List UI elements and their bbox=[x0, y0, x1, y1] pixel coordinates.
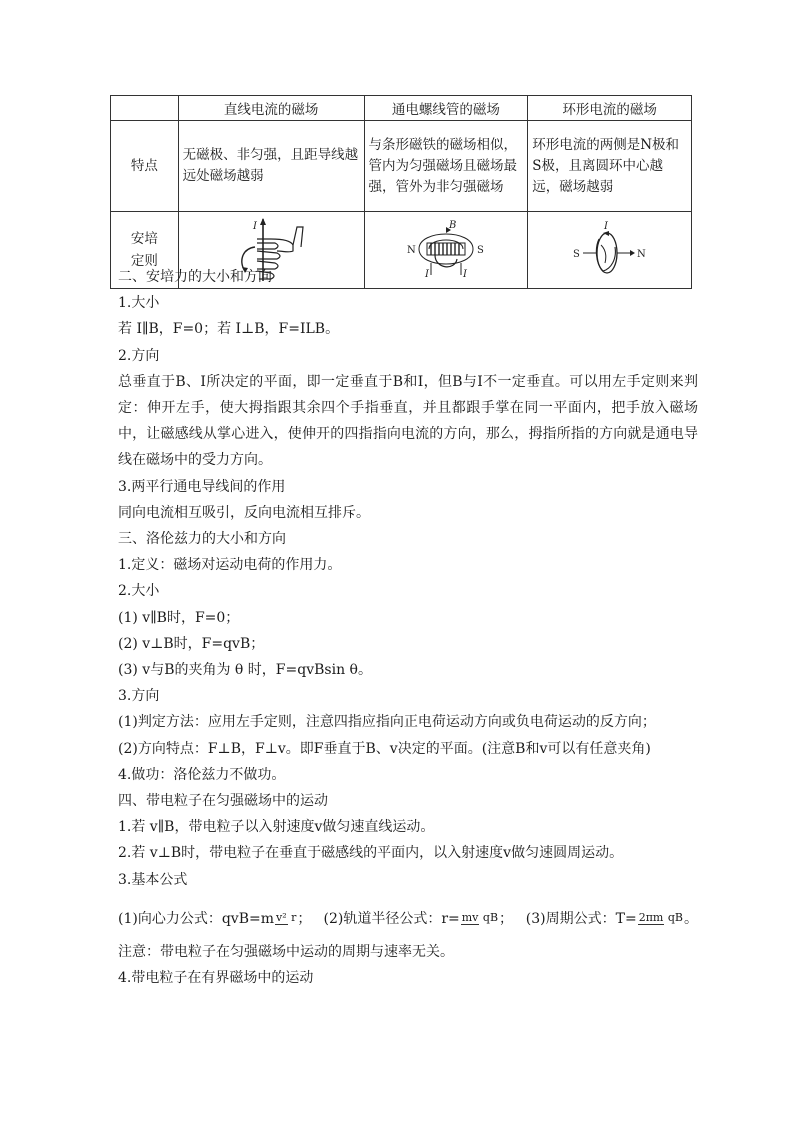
period-formula-suffix: 。 bbox=[684, 910, 698, 927]
period-formula-prefix: (3)周期公式：T= bbox=[525, 910, 637, 927]
section-heading-ampere-force: 二、安培力的大小和方向 bbox=[118, 269, 272, 285]
radius-fraction bbox=[461, 912, 498, 925]
solenoid-I-left-label: I bbox=[424, 269, 429, 280]
subheading-lorentz-magnitude: 2.大小 bbox=[118, 583, 160, 600]
feature-solenoid: 与条形磁铁的磁场相似，管内为匀强磁场且磁场最强，管外为非匀强磁场 bbox=[364, 121, 528, 212]
left-hand-rule-paragraph: 总垂直于B、I所决定的平面，即一定垂直于B和I，但B与I不一定垂直。可以用左手定则来判定：伸开左手，使大拇指跟其余四个手指垂直，并且都跟手掌在同一平面内，把手放入磁场中，让磁感线从掌心进入，使伸开的四指指向电流的方向，那么，拇指所指的方向就是通电导线在磁场中的受力方向。 bbox=[118, 373, 698, 469]
basic-formulas-line bbox=[118, 899, 698, 939]
solenoid-I-right-label: I bbox=[462, 269, 467, 280]
ring-S-label: S bbox=[572, 249, 580, 260]
section-heading-lorentz-force: 三、洛伦兹力的大小和方向 bbox=[118, 531, 286, 548]
subheading-basic-formulas: 3.基本公式 bbox=[118, 871, 188, 888]
parallel-wires-rule: 同向电流相互吸引，反向电流相互排斥。 bbox=[118, 504, 370, 521]
centripetal-denominator: r bbox=[291, 911, 297, 925]
table-header-empty bbox=[111, 96, 179, 121]
period-numerator: 2πm bbox=[638, 911, 664, 925]
section-heading-particle-motion: 四、带电粒子在匀强磁场中的运动 bbox=[118, 793, 328, 810]
document-body bbox=[118, 264, 698, 991]
radius-formula-prefix: (2)轨道半径公式：r= bbox=[323, 910, 460, 927]
motion-case-perpendicular: 2.若 v⊥B时，带电粒子在垂直于磁感线的平面内，以入射速度v做匀速圆周运动。 bbox=[118, 845, 624, 862]
straight-current-label: I bbox=[253, 221, 258, 232]
table-header-solenoid: 通电螺线管的磁场 bbox=[364, 96, 528, 121]
motion-case-parallel: 1.若 v∥B，带电粒子以入射速度v做匀速直线运动。 bbox=[118, 819, 435, 836]
magnetic-field-table bbox=[110, 95, 692, 289]
table-header-ring: 环形电流的磁场 bbox=[528, 96, 692, 121]
ring-I-label: I bbox=[603, 221, 608, 232]
solenoid-S-label: S bbox=[476, 245, 484, 256]
subheading-bounded-field: 4.带电粒子在有界磁场中的运动 bbox=[118, 970, 314, 987]
subheading-magnitude: 1.大小 bbox=[118, 295, 160, 312]
lorentz-work: 4.做功：洛伦兹力不做功。 bbox=[118, 766, 286, 783]
lorentz-direction-feature: (2)方向特点：F⊥B，F⊥v。即F垂直于B、v决定的平面。(注意B和v可以有任意夹角) bbox=[118, 740, 651, 757]
table-header-row bbox=[111, 96, 692, 121]
subheading-parallel-wires: 3.两平行通电导线间的作用 bbox=[118, 478, 286, 495]
radius-numerator: mv bbox=[461, 911, 479, 925]
rule-label-line1: 安培 bbox=[130, 231, 158, 247]
rule-label-line2: 定则 bbox=[130, 253, 158, 269]
lorentz-definition: 1.定义：磁场对运动电荷的作用力。 bbox=[118, 557, 342, 574]
solenoid-B-label: B bbox=[448, 220, 457, 231]
centripetal-fraction bbox=[275, 912, 296, 925]
subheading-lorentz-direction: 3.方向 bbox=[118, 688, 160, 705]
lorentz-direction-method: (1)判定方法：应用左手定则，注意四指应指向正电荷运动方向或负电荷运动的反方向； bbox=[118, 714, 656, 731]
centripetal-formula-suffix: ； bbox=[297, 910, 312, 927]
ring-N-label: N bbox=[636, 249, 646, 260]
period-note: 注意：带电粒子在匀强磁场中运动的周期与速率无关。 bbox=[118, 943, 454, 960]
feature-straight: 无磁极、非匀强，且距导线越远处磁场越弱 bbox=[178, 121, 364, 212]
table-row-features bbox=[111, 121, 692, 212]
period-fraction bbox=[638, 912, 683, 925]
solenoid-N-label: N bbox=[406, 245, 416, 256]
lorentz-case-parallel: (1) v∥B时，F=0； bbox=[118, 609, 240, 626]
radius-formula-suffix: ； bbox=[499, 910, 514, 927]
centripetal-formula-prefix: (1)向心力公式：qvB=m bbox=[118, 910, 274, 927]
subheading-direction: 2.方向 bbox=[118, 347, 160, 364]
feature-ring: 环形电流的两侧是N极和S极，且离圆环中心越远，磁场越弱 bbox=[528, 121, 692, 212]
lorentz-case-perpendicular: (2) v⊥B时，F=qvB； bbox=[118, 635, 265, 652]
centripetal-numerator: v² bbox=[276, 911, 287, 925]
radius-denominator: qB bbox=[482, 911, 499, 925]
table-header-straight: 直线电流的磁场 bbox=[178, 96, 364, 121]
ampere-force-formula: 若 I∥B，F=0；若 I⊥B，F=ILB。 bbox=[118, 321, 340, 338]
period-denominator: qB bbox=[667, 911, 683, 925]
lorentz-case-angle: (3) v与B的夹角为 θ 时，F=qvBsin θ。 bbox=[118, 662, 372, 679]
feature-label: 特点 bbox=[111, 121, 179, 212]
